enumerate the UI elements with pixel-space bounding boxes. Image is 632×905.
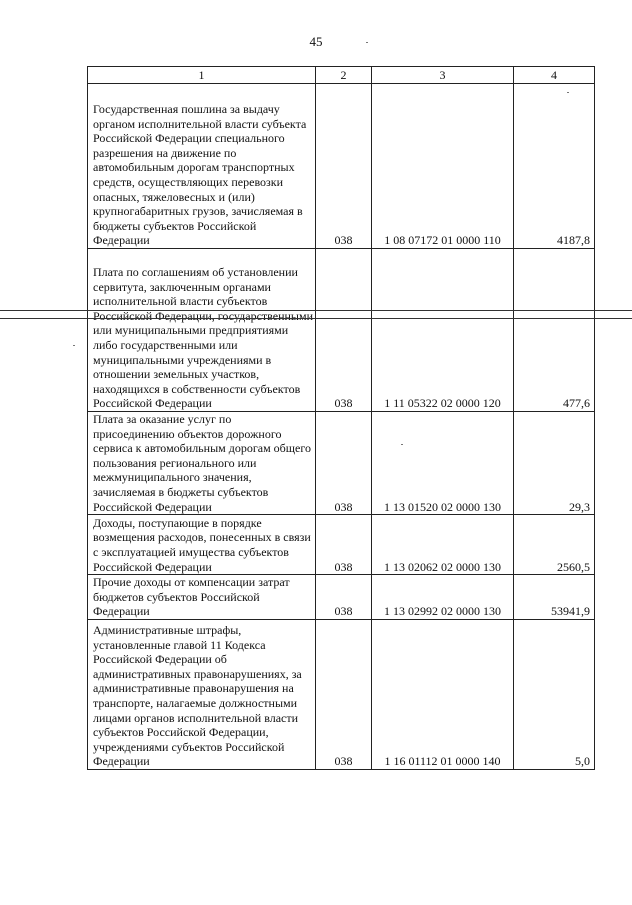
scan-fold-line [0,310,632,311]
budget-classification-code: 1 08 07172 01 0000 110 [372,84,514,249]
row-name: Административные штрафы, установленные главой 11 Кодекса Российской Федерации об административных правонарушениях, за административные правонарушения на транспорте, налагаемые должностными лицами органов исполнительной власти субъектов Российской Федерации, учреждениями субъектов Российской Федерации [88,619,316,769]
table-row [88,84,595,249]
page-number: 45 [309,34,323,49]
admin-code: 038 [316,412,372,515]
amount: 5,0 [514,619,595,769]
table-row [88,412,595,515]
table-row [88,249,595,412]
row-name: Плата по соглашениям об установлении сервитута, заключенным органами исполнительной власти субъектов Российской Федерации, государственными или муниципальными предприятиями либо государственными или муниципальными учреждениями в отношении земельных участков, находящихся в собственности субъектов Российской Федерации [88,249,316,412]
scan-speck [366,42,368,43]
table-row [88,515,595,575]
amount: 53941,9 [514,575,595,620]
amount: 477,6 [514,249,595,412]
scan-speck [567,92,569,93]
column-header-3: 3 [372,67,514,84]
scan-fold-line [0,318,632,319]
column-header-2: 2 [316,67,372,84]
column-header-4: 4 [514,67,595,84]
admin-code: 038 [316,84,372,249]
row-name: Государственная пошлина за выдачу органом исполнительной власти субъекта Российской Федерации специального разрешения на движение по автомобильным дорогам транспортных средств, осуществляющих перевозки опасных, тяжеловесных и (или) крупногабаритных грузов, зачисляемая в бюджеты субъектов Российской Федерации [88,84,316,249]
budget-classification-code: 1 13 02992 02 0000 130 [372,575,514,620]
amount: 4187,8 [514,84,595,249]
row-name: Плата за оказание услуг по присоединению объектов дорожного сервиса к автомобильным дорогам общего пользования регионального или межмуниципального значения, зачисляемая в бюджеты субъектов Российской Федерации [88,412,316,515]
table-row [88,575,595,620]
budget-classification-code: 1 13 01520 02 0000 130 [372,412,514,515]
admin-code: 038 [316,575,372,620]
amount: 29,3 [514,412,595,515]
budget-classification-code: 1 16 01112 01 0000 140 [372,619,514,769]
admin-code: 038 [316,249,372,412]
revenue-table [87,66,595,770]
table-row [88,619,595,769]
row-name: Прочие доходы от компенсации затрат бюджетов субъектов Российской Федерации [88,575,316,620]
amount: 2560,5 [514,515,595,575]
table-header-row [88,67,595,84]
scan-speck [73,345,75,346]
admin-code: 038 [316,515,372,575]
budget-classification-code: 1 11 05322 02 0000 120 [372,249,514,412]
row-name: Доходы, поступающие в порядке возмещения расходов, понесенных в связи с эксплуатацией имущества субъектов Российской Федерации [88,515,316,575]
budget-classification-code: 1 13 02062 02 0000 130 [372,515,514,575]
scan-speck [401,444,403,445]
column-header-1: 1 [88,67,316,84]
admin-code: 038 [316,619,372,769]
